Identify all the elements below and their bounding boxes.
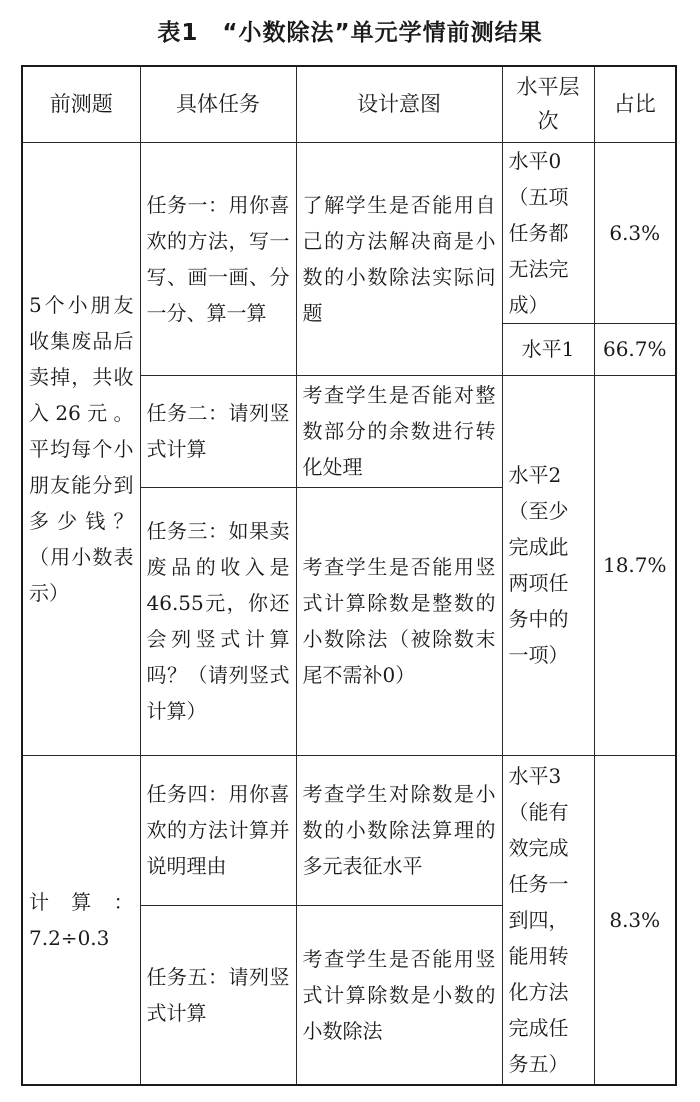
table-row xyxy=(22,755,676,905)
header-intent: 设计意图 xyxy=(296,66,502,142)
task-3: 任务三：如果卖废品的收入是46.55元，你还会列竖式计算吗？（请列竖式计算） xyxy=(140,487,296,755)
pretest-question-1: 5个小朋友收集废品后卖掉，共收入26元。平均每个小朋友能分到多少钱？（用小数表示） xyxy=(22,142,140,755)
task-1: 任务一：用你喜欢的方法，写一写、画一画、分一分、算一算 xyxy=(140,142,296,375)
header-level: 水平层次 xyxy=(502,66,594,142)
level-3: 水平3（能有效完成任务一到四，能用转化方法完成任务五） xyxy=(502,755,594,1085)
intent-5: 考查学生是否能用竖式计算除数是小数的小数除法 xyxy=(296,905,502,1085)
task-2: 任务二：请列竖式计算 xyxy=(140,375,296,487)
level-0: 水平0（五项任务都无法完成） xyxy=(502,142,594,323)
percent-level-0: 6.3% xyxy=(594,142,676,323)
header-row xyxy=(22,66,676,142)
task-4: 任务四：用你喜欢的方法计算并说明理由 xyxy=(140,755,296,905)
header-task: 具体任务 xyxy=(140,66,296,142)
pretest-question-2: 计算：7.2÷0.3 xyxy=(22,755,140,1085)
intent-4: 考查学生对除数是小数的小数除法算理的多元表征水平 xyxy=(296,755,502,905)
percent-level-2: 18.7% xyxy=(594,375,676,755)
percent-level-3: 8.3% xyxy=(594,755,676,1085)
task-5: 任务五：请列竖式计算 xyxy=(140,905,296,1085)
table-title: 表1 “小数除法”单元学情前测结果 xyxy=(157,20,543,46)
intent-3: 考查学生是否能用竖式计算除数是整数的小数除法（被除数末尾不需补0） xyxy=(296,487,502,755)
header-pretest: 前测题 xyxy=(22,66,140,142)
intent-1: 了解学生是否能用自己的方法解决商是小数的小数除法实际问题 xyxy=(296,142,502,375)
level-2: 水平2（至少完成此两项任务中的一项） xyxy=(502,375,594,755)
table-row xyxy=(22,142,676,323)
level-1: 水平1 xyxy=(502,323,594,375)
intent-2: 考查学生是否能对整数部分的余数进行转化处理 xyxy=(296,375,502,487)
pretest-results-table xyxy=(21,65,677,1086)
header-percent: 占比 xyxy=(594,66,676,142)
percent-level-1: 66.7% xyxy=(594,323,676,375)
